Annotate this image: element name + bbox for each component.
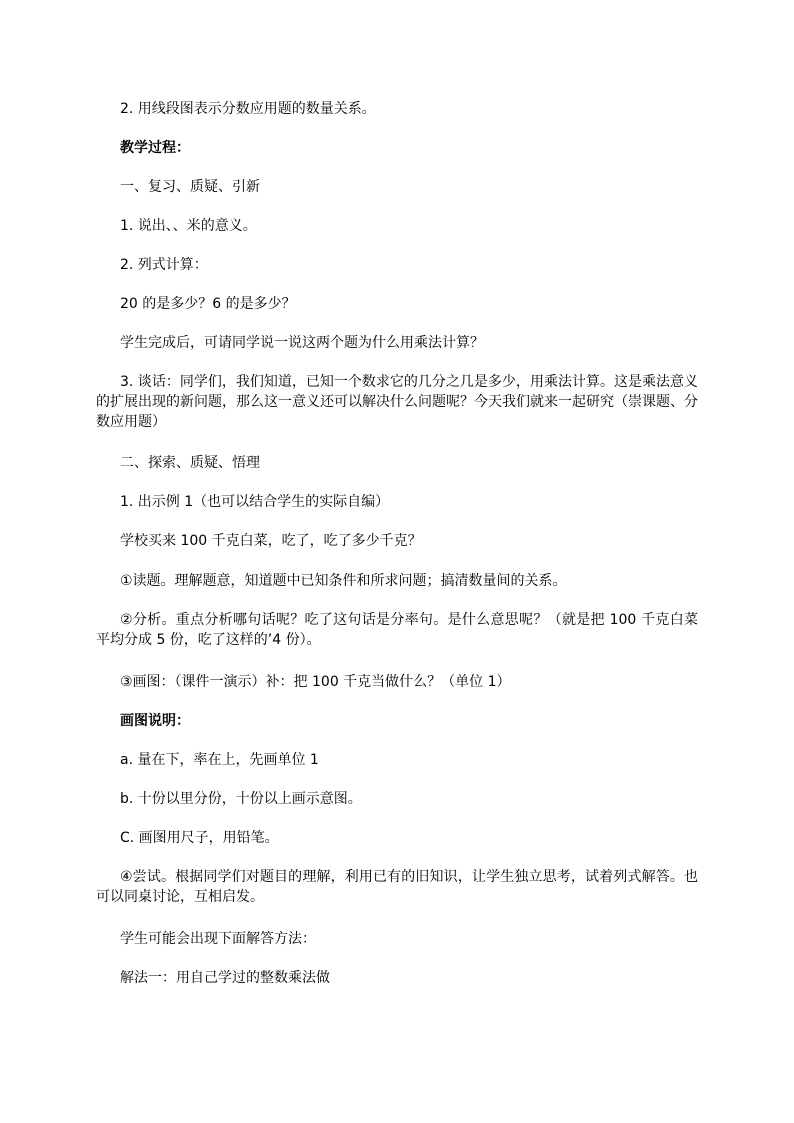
section-heading-teaching-process: 教学过程：	[120, 140, 190, 156]
drawing-note-c: C. 画图用尺子，用铅笔。	[120, 830, 279, 846]
example-1-heading: 1. 出示例 1（也可以结合学生的实际自编）	[120, 494, 390, 510]
possible-methods-intro: 学生可能会出现下面解答方法：	[120, 931, 316, 947]
example-problem: 学校买来 100 千克白菜，吃了，吃了多少千克？	[120, 533, 422, 549]
step-draw: ③画图：（课件一演示）补：把 100 千克当做什么？（单位 1）	[120, 674, 511, 690]
step-analyze: ②分析。重点分析哪句话呢？吃了这句话是分率句。是什么意思呢？（就是把 100 千克白菜平均分成 5 份，吃了这样的’4 份）。	[96, 612, 698, 648]
step-attempt: ④尝试。根据同学们对题目的理解，利用已有的旧知识，让学生独立思考，试着列式解答。也可以同桌讨论，互相启发。	[96, 869, 698, 905]
solution-method-1: 解法一：用自己学过的整数乘法做	[120, 970, 330, 986]
drawing-note-a: a. 量在下，率在上，先画单位 1	[120, 752, 319, 768]
student-discussion-prompt: 学生完成后，可请同学说一说这两个题为什么用乘法计算？	[120, 335, 484, 351]
drawing-note-b: b. 十份以里分份，十份以上画示意图。	[120, 791, 362, 807]
teacher-talk-paragraph: 3. 谈话：同学们，我们知道，已知一个数求它的几分之几是多少，用乘法计算。这是乘法意义的扩展出现的新问题，那么这一意义还可以解决什么问题呢？今天我们就来一起研究（崇课题、分数应用题）	[96, 374, 698, 430]
part-heading-review: 一、复习、质疑、引新	[120, 179, 260, 195]
review-item-1: 1. 说出、、米的意义。	[120, 218, 257, 234]
calculation-questions: 20 的是多少？6 的是多少？	[120, 296, 296, 312]
part-heading-explore: 二、探索、质疑、悟理	[120, 455, 260, 471]
drawing-notes-heading: 画图说明：	[120, 713, 190, 729]
review-item-2: 2. 列式计算：	[120, 257, 208, 273]
objective-line-2: 2. 用线段图表示分数应用题的数量关系。	[120, 101, 376, 117]
step-read-problem: ①读题。理解题意，知道题中已知条件和所求问题；搞清数量间的关系。	[120, 573, 567, 589]
